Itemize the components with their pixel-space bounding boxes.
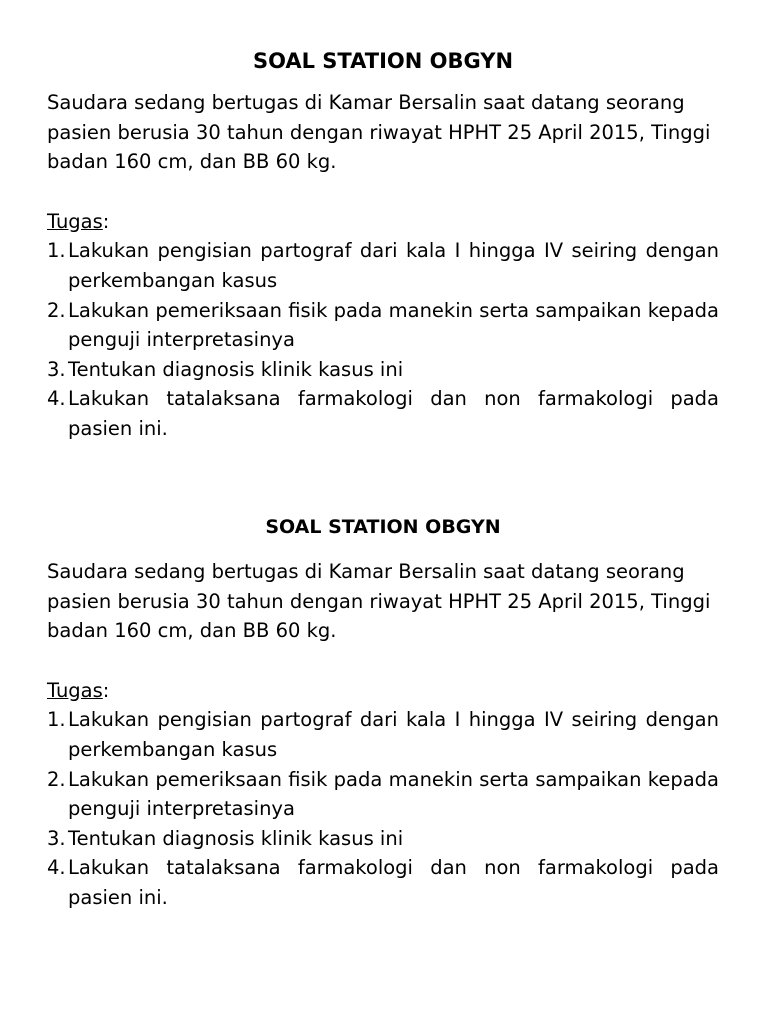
task-text: Tentukan diagnosis klinik kasus ini [68,826,404,850]
task-text: Lakukan tatalaksana farmakologi dan non farmakologi pada pasien ini. [68,387,719,440]
case-description: Saudara sedang bertugas di Kamar Bersalin saat datang seorang pasien berusia 30 tahun dengan riwayat HPHT 25 April 2015, Tinggi badan 160 cm, dan BB 60 kg. [47,560,711,643]
task-text: Lakukan pemeriksaan fisik pada manekin serta sampaikan kepada penguji interpretasinya [68,298,719,352]
task-number: 3. [47,357,66,381]
task-text: Lakukan pengisian partograf dari kala I hingga IV seiring dengan perkembangan kasus [68,239,719,292]
block-title: SOAL STATION OBGYN [252,49,514,73]
task-text: Lakukan pengisian partograf dari kala I hingga IV seiring dengan perkembangan kasus [68,708,719,761]
task-item [47,765,719,824]
case-description: Saudara sedang bertugas di Kamar Bersalin saat datang seorang pasien berusia 30 tahun dengan riwayat HPHT 25 April 2015, Tinggi badan 160 cm, dan BB 60 kg. [47,91,711,174]
task-text: Lakukan pemeriksaan fisik pada manekin serta sampaikan kepada penguji interpretasinya [68,767,719,821]
task-number: 2. [47,298,66,322]
task-number: 4. [47,856,66,880]
task-item [47,824,719,854]
tasks-heading-label: Tugas [47,209,103,233]
task-item [47,236,719,295]
tasks-heading-colon: : [102,678,110,702]
task-text: Tentukan diagnosis klinik kasus ini [68,357,404,381]
task-text: Lakukan tatalaksana farmakologi dan non farmakologi pada pasien ini. [68,856,719,909]
task-number: 4. [47,387,66,411]
tasks-heading-colon: : [102,209,110,233]
task-item [47,296,719,355]
tasks-heading [47,207,719,237]
task-list [47,236,719,443]
task-number: 1. [47,708,66,732]
question-block-2 [47,512,719,913]
block-title: SOAL STATION OBGYN [265,516,501,538]
task-item [47,853,719,912]
task-number: 1. [47,239,66,263]
task-item [47,355,719,385]
tasks-heading-label: Tugas [47,678,103,702]
question-block-1 [47,46,719,444]
tasks-heading [47,676,719,706]
task-number: 3. [47,826,66,850]
task-item [47,705,719,764]
task-item [47,384,719,443]
task-list [47,705,719,912]
task-number: 2. [47,767,66,791]
